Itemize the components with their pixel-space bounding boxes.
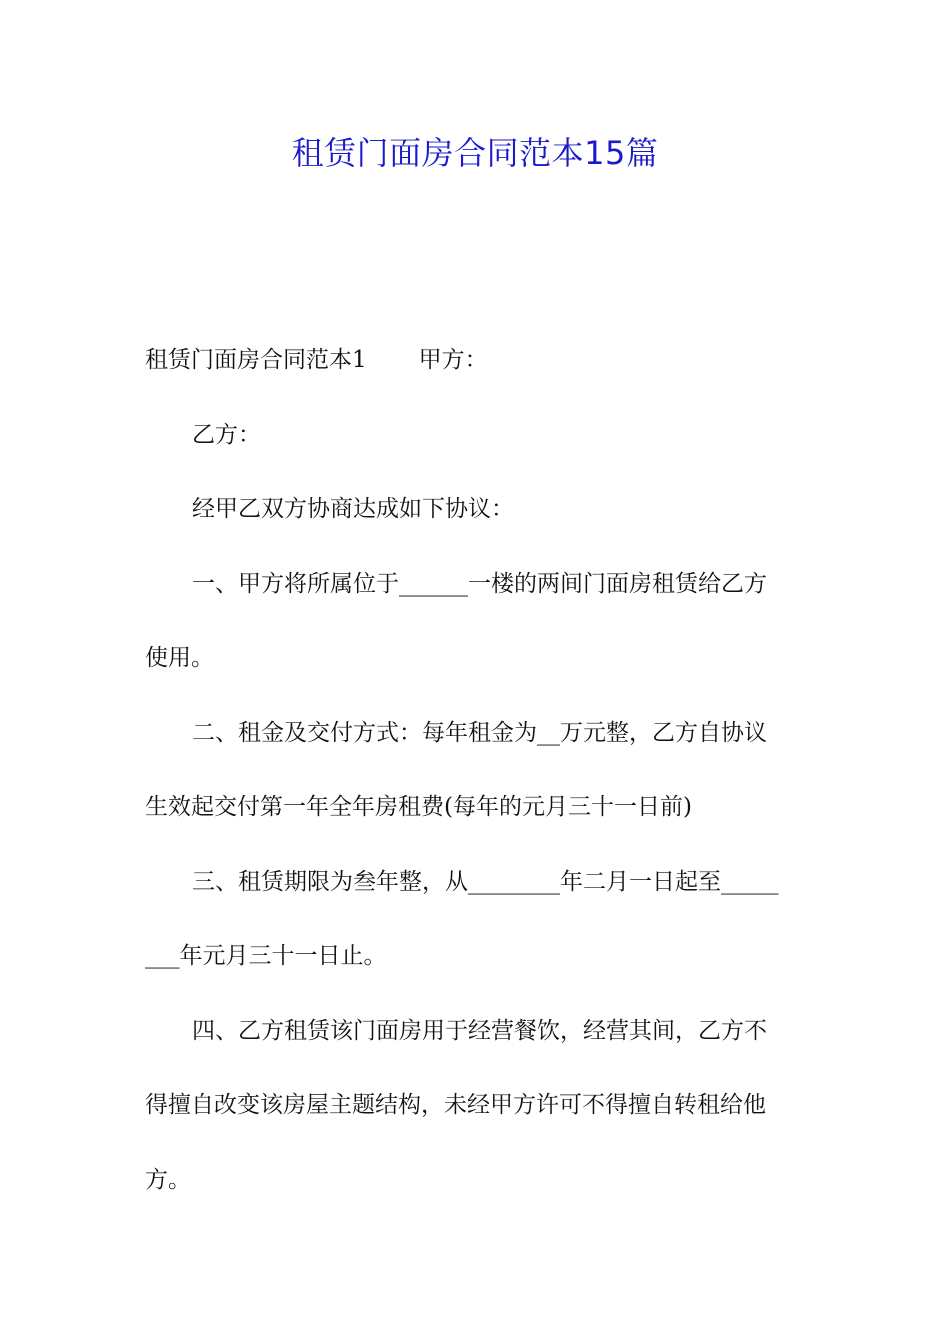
paragraph-line: 生效起交付第一年全年房租费(每年的元月三十一日前) [145, 794, 692, 820]
party-b-label: 乙方： [192, 421, 261, 448]
document-title: 租赁门面房合同范本15篇 [291, 134, 659, 172]
paragraph-line: 二、租金及交付方式：每年租金为__万元整，乙方自协议 [192, 719, 767, 746]
paragraph-line: 一、甲方将所属位于______一楼的两间门面房租赁给乙方 [192, 570, 767, 597]
paragraph-line: 经甲乙双方协商达成如下协议： [192, 496, 514, 522]
paragraph-line: 三、租赁期限为叁年整，从________年二月一日起至_____ [192, 868, 779, 895]
contract-heading: 租赁门面房合同范本1 [145, 347, 367, 373]
paragraph-line: 方。 [145, 1166, 191, 1193]
party-a-label: 甲方： [418, 347, 488, 373]
paragraph-line: ___年元月三十一日止。 [145, 943, 387, 969]
paragraph-line: 四、乙方租赁该门面房用于经营餐饮，经营其间，乙方不 [192, 1017, 767, 1044]
document-body [145, 330, 807, 1224]
paragraph-line: 得擅自改变该房屋主题结构，未经甲方许可不得擅自转租给他 [145, 1092, 766, 1118]
heading-line [145, 330, 807, 405]
paragraph-line: 使用。 [145, 645, 214, 671]
party-b-line [145, 405, 807, 480]
